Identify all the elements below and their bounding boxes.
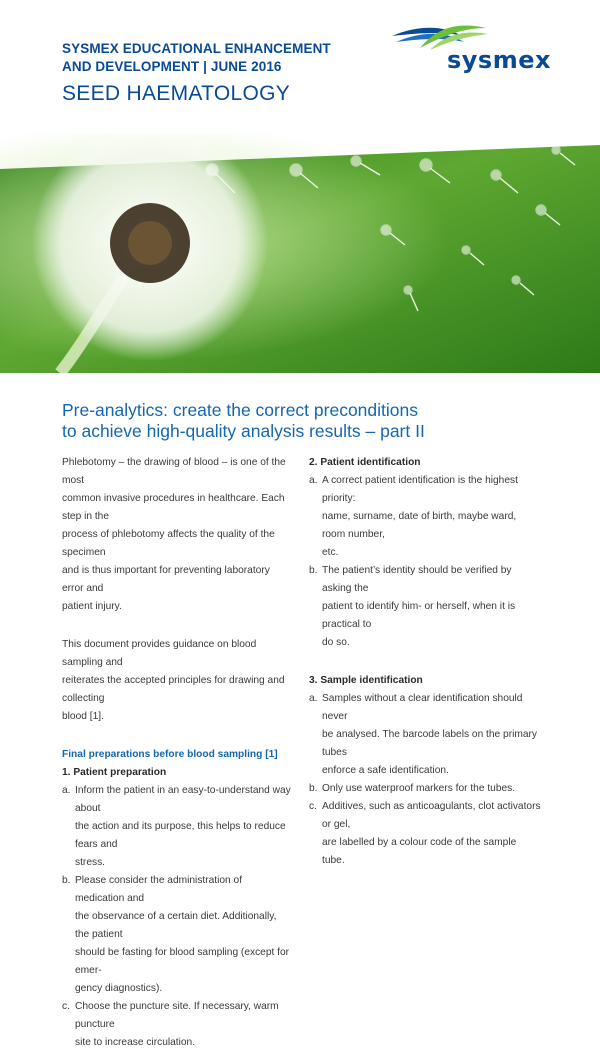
intro-paragraph-1 bbox=[62, 454, 292, 616]
text-line: are labelled by a colour code of the sample tube. bbox=[322, 837, 517, 866]
section-heading-final-preparations: Final preparations before blood sampling [1] bbox=[62, 749, 278, 760]
list-marker: c. bbox=[309, 801, 317, 812]
text-line: Choose the puncture site. If necessary, warm puncture bbox=[75, 1001, 279, 1030]
text-line: Please consider the administration of medication and bbox=[75, 875, 243, 904]
text-line: the action and its purpose, this helps to reduce fears and bbox=[75, 821, 286, 850]
text-line: Inform the patient in an easy-to-understand way about bbox=[75, 785, 291, 814]
title-line-2: to achieve high-quality analysis results – part II bbox=[62, 421, 425, 441]
logo-wordmark: sysmex bbox=[447, 46, 551, 74]
text-line: gency diagnostics). bbox=[75, 983, 163, 994]
document-title bbox=[62, 400, 542, 442]
text-line: Samples without a clear identification should never bbox=[322, 693, 523, 722]
list-item bbox=[62, 998, 292, 1052]
list-marker: b. bbox=[309, 565, 318, 576]
spacer bbox=[309, 652, 541, 672]
list-item bbox=[309, 472, 541, 562]
series-title: SEED HAEMATOLOGY bbox=[62, 82, 291, 105]
list-marker: a. bbox=[309, 693, 318, 704]
list-item bbox=[309, 798, 541, 870]
left-column bbox=[62, 454, 292, 1052]
text-line: common invasive procedures in healthcare. Each step in the bbox=[62, 493, 285, 522]
text-line: the observance of a certain diet. Additionally, the patient bbox=[75, 911, 277, 940]
list-item bbox=[309, 562, 541, 652]
spacer bbox=[62, 726, 292, 746]
list-marker: a. bbox=[309, 475, 318, 486]
list-marker: a. bbox=[62, 785, 71, 796]
text-line: should be fasting for blood sampling (except for emer- bbox=[75, 947, 290, 976]
text-line: reiterates the accepted principles for drawing and collecting bbox=[62, 675, 285, 704]
text-line: etc. bbox=[322, 547, 339, 558]
text-line: site to increase circulation. bbox=[75, 1037, 196, 1048]
intro-paragraph-2 bbox=[62, 636, 292, 726]
text-line: Only use waterproof markers for the tubes. bbox=[322, 783, 516, 794]
text-line: This document provides guidance on blood sampling and bbox=[62, 639, 257, 668]
text-line: blood [1]. bbox=[62, 711, 104, 722]
text-line: Additives, such as anticoagulants, clot activators or gel, bbox=[322, 801, 541, 830]
text-line: stress. bbox=[75, 857, 106, 868]
text-line: do so. bbox=[322, 637, 350, 648]
header-line-1: SYSMEX EDUCATIONAL ENHANCEMENT bbox=[62, 41, 331, 56]
subheading-patient-identification: 2. Patient identification bbox=[309, 457, 421, 468]
text-line: The patient’s identity should be verified by asking the bbox=[322, 565, 512, 594]
list-item bbox=[309, 690, 541, 780]
title-line-1: Pre-analytics: create the correct preconditions bbox=[62, 400, 418, 420]
text-line: Phlebotomy – the drawing of blood – is one of the most bbox=[62, 457, 286, 486]
subheading-sample-identification: 3. Sample identification bbox=[309, 675, 423, 686]
list-marker: c. bbox=[62, 1001, 70, 1012]
text-line: A correct patient identification is the highest priority: bbox=[322, 475, 518, 504]
dandelion-photo bbox=[0, 133, 600, 373]
text-line: patient to identify him- or herself, when it is practical to bbox=[322, 601, 516, 630]
text-line: enforce a safe identification. bbox=[322, 765, 449, 776]
list-item bbox=[62, 782, 292, 872]
text-line: patient injury. bbox=[62, 601, 122, 612]
list-item bbox=[309, 780, 541, 798]
text-line: name, surname, date of birth, maybe ward, room number, bbox=[322, 511, 517, 540]
text-line: be analysed. The barcode labels on the primary tubes bbox=[322, 729, 538, 758]
header-line-2: AND DEVELOPMENT | JUNE 2016 bbox=[62, 59, 282, 74]
right-column bbox=[309, 454, 541, 870]
spacer bbox=[62, 616, 292, 636]
list-marker: b. bbox=[62, 875, 71, 886]
list-item bbox=[62, 872, 292, 998]
subheading-patient-preparation: 1. Patient preparation bbox=[62, 767, 167, 778]
publication-header bbox=[62, 40, 331, 76]
text-line: process of phlebotomy affects the quality of the specimen bbox=[62, 529, 275, 558]
text-line: and is thus important for preventing laboratory error and bbox=[62, 565, 270, 594]
list-marker: b. bbox=[309, 783, 318, 794]
